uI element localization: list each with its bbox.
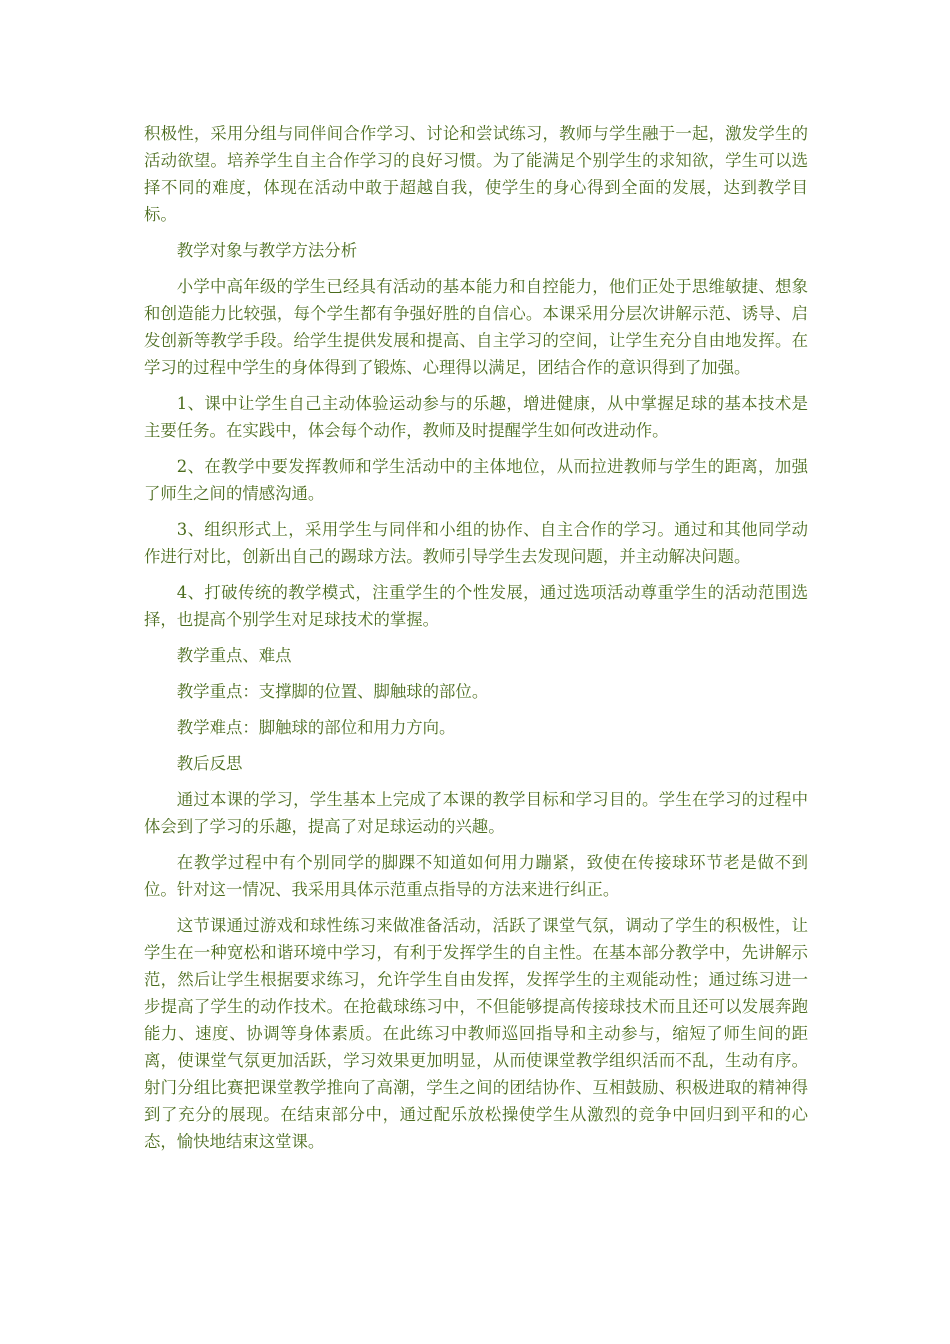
paragraph: 2、在教学中要发挥教师和学生活动中的主体地位，从而拉进教师与学生的距离，加强了师生之间的情感沟通。	[144, 457, 808, 503]
paragraph: 教学难点：脚触球的部位和用力方向。	[176, 718, 456, 737]
paragraph: 在教学过程中有个别同学的脚踝不知道如何用力蹦紧，致使在传接球环节老是做不到位。针对这一情况、我采用具体示范重点指导的方法来进行纠正。	[144, 853, 808, 899]
paragraph: 4、打破传统的教学模式，注重学生的个性发展，通过选项活动尊重学生的活动范围选择，也提高个别学生对足球技术的掌握。	[144, 583, 808, 629]
section-heading: 教学重点、难点	[176, 646, 292, 665]
section-heading: 教后反思	[176, 754, 243, 773]
document-body	[144, 120, 808, 1164]
paragraph: 3、组织形式上，采用学生与同伴和小组的协作、自主合作的学习。通过和其他同学动作进行对比，创新出自己的踢球方法。教师引导学生去发现问题，并主动解决问题。	[144, 520, 808, 566]
paragraph: 这节课通过游戏和球性练习来做准备活动，活跃了课堂气氛，调动了学生的积极性，让学生在一种宽松和谐环境中学习，有利于发挥学生的自主性。在基本部分教学中，先讲解示范，然后让学生根据要求练习，允许学生自由发挥，发挥学生的主观能动性；通过练习进一步提高了学生的动作技术。在抢截球练习中，不但能够提高传接球技术而且还可以发展奔跑能力、速度、协调等身体素质。在此练习中教师巡回指导和主动参与，缩短了师生间的距离，使课堂气氛更加活跃，学习效果更加明显，从而使课堂教学组织活而不乱，生动有序。射门分组比赛把课堂教学推向了高潮，学生之间的团结协作、互相鼓励、积极进取的精神得到了充分的展现。在结束部分中，通过配乐放松操使学生从激烈的竞争中回归到平和的心态，愉快地结束这堂课。	[144, 916, 808, 1151]
section-heading: 教学对象与教学方法分析	[176, 241, 358, 260]
paragraph: 积极性，采用分组与同伴间合作学习、讨论和尝试练习，教师与学生融于一起，激发学生的活动欲望。培养学生自主合作学习的良好习惯。为了能满足个别学生的求知欲，学生可以选择不同的难度，体现在活动中敢于超越自我，使学生的身心得到全面的发展，达到教学目标。	[144, 124, 808, 224]
paragraph: 1、课中让学生自己主动体验运动参与的乐趣，增进健康，从中掌握足球的基本技术是主要任务。在实践中，体会每个动作，教师及时提醒学生如何改进动作。	[144, 394, 808, 440]
paragraph: 教学重点：支撑脚的位置、脚触球的部位。	[176, 682, 489, 701]
paragraph: 小学中高年级的学生已经具有活动的基本能力和自控能力，他们正处于思维敏捷、想象和创造能力比较强，每个学生都有争强好胜的自信心。本课采用分层次讲解示范、诱导、启发创新等教学手段。给学生提供发展和提高、自主学习的空间，让学生充分自由地发挥。在学习的过程中学生的身体得到了锻炼、心理得以满足，团结合作的意识得到了加强。	[144, 277, 808, 377]
paragraph: 通过本课的学习，学生基本上完成了本课的教学目标和学习目的。学生在学习的过程中体会到了学习的乐趣，提高了对足球运动的兴趣。	[144, 790, 808, 836]
